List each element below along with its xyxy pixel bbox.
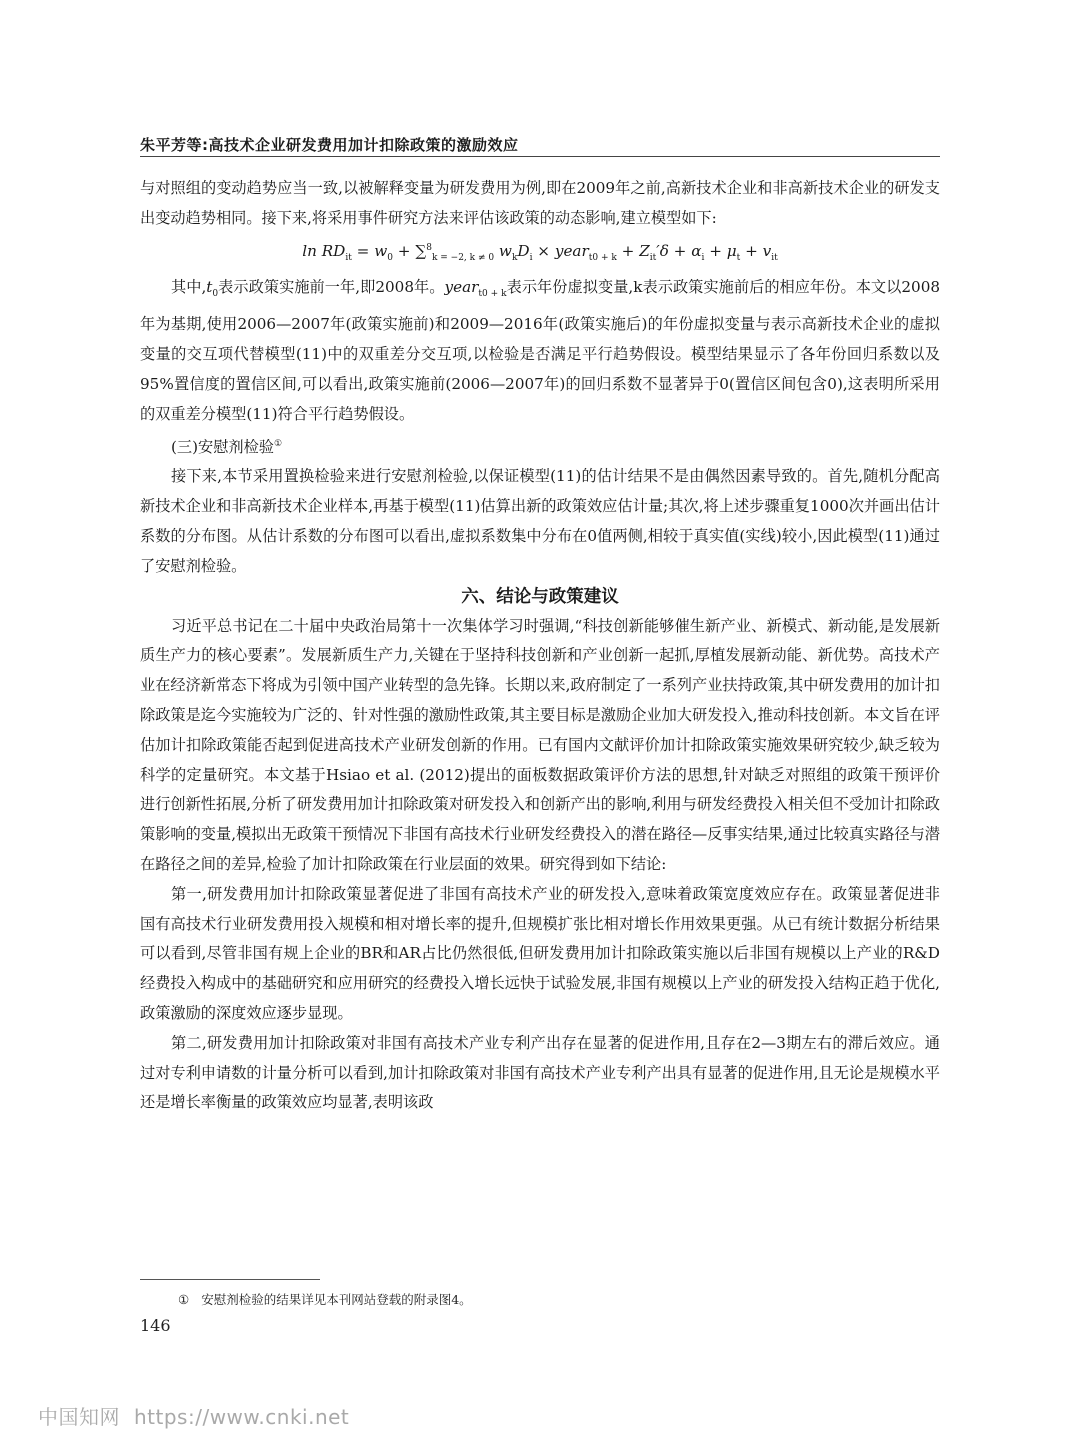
- eq-sum-sup: 8: [426, 242, 432, 253]
- paragraph-conclusion-intro: 习近平总书记在二十届中央政治局第十一次集体学习时强调,“科技创新能够催生新产业、新模式、新动能,是发展新质生产力的核心要素”。发展新质生产力,关键在于坚持科技创新和产业创新一起抓,厚植发展新动能、新优势。高技术产业在经济新常态下将成为引领中国产业转型的急先锋。长期以来,政府制定了一系列产业扶持政策,其中研发费用的加计扣除政策是迄今实施较为广泛的、针对性强的激励性政策,其主要目标是激励企业加大研发投入,推动科技创新。本文旨在评估加计扣除政策能否起到促进高技术产业研发创新的作用。已有国内文献评价加计扣除政策实施效果研究较少,缺乏较为科学的定量研究。本文基于Hsiao et al. (2012)提出的面板数据政策评价方法的思想,针对缺乏对照组的政策干预评价进行创新性拓展,分析了研发费用加计扣除政策对研发投入和创新产出的影响,利用与研发经费投入相关但不受加计扣除政策影响的变量,模拟出无政策干预情况下非国有高技术行业研发经费投入的潜在路径—反事实结果,通过比较真实路径与潜在路径之间的差异,检验了加计扣除政策在行业层面的效果。研究得到如下结论:: [140, 616, 940, 873]
- eq-d: D: [517, 241, 530, 260]
- eq-v: + v: [740, 241, 772, 260]
- watermark-url[interactable]: https://www.cnki.net: [134, 1405, 350, 1429]
- footnote: [178, 1290, 472, 1308]
- year-sub: t0 + k: [478, 289, 507, 300]
- footnote-text: 安慰剂检验的结果详见本刊网站登载的附录图4。: [201, 1292, 472, 1307]
- eq-lhs-sub: it: [345, 252, 352, 263]
- eq-d-sub: i: [529, 252, 533, 263]
- section-heading: 六、结论与政策建议: [461, 586, 619, 607]
- paragraph-placebo: 接下来,本节采用置换检验来进行安慰剂检验,以保证模型(11)的估计结果不是由偶然因素导致的。首先,随机分配高新技术企业和非高新技术企业样本,再基于模型(11)估算出新的政策效应估计量;其次,将上述步骤重复1000次并画出估计系数的分布图。从估计系数的分布图可以看出,虚拟系数集中分布在0值两侧,相较于真实值(实线)较小,因此模型(11)通过了安慰剂检验。: [140, 467, 940, 575]
- eq-alpha-sub: i: [701, 252, 705, 263]
- paragraph-conclusion-second: 第二,研发费用加计扣除政策对非国有高技术产业专利产出存在显著的促进作用,且存在2—3期左右的滞后效应。通过对专利申请数的计量分析可以看到,加计扣除政策对非国有高技术产业专利产出具有显著的促进作用,且无论是规模水平还是增长率衡量的政策效应均显著,表明该政: [140, 1033, 940, 1112]
- eq-sum-sub: k = −2, k ≠ 0: [431, 252, 495, 263]
- article-body: [140, 174, 940, 1118]
- footnote-rule: [140, 1279, 320, 1280]
- t0-intro: 其中,: [171, 278, 207, 297]
- t0-symbol: t: [206, 278, 213, 297]
- eq-mu: + μ: [704, 241, 737, 260]
- footnote-ref[interactable]: ①: [273, 438, 283, 449]
- eq-v-sub: it: [771, 252, 778, 263]
- footnote-mark: ①: [178, 1292, 190, 1307]
- placebo-subheading-text: (三)安慰剂检验: [171, 437, 274, 456]
- eq-lhs: ln RD: [302, 241, 346, 260]
- eq-wk: w: [494, 241, 512, 260]
- eq-wk-sub: k: [511, 252, 518, 263]
- eq-year: × year: [532, 241, 589, 260]
- watermark: [38, 1401, 349, 1430]
- eq-z-sub: it: [649, 252, 657, 263]
- eq-mu-sub: t: [736, 252, 741, 263]
- t0-sub: 0: [212, 289, 219, 300]
- paragraph-continuation: 与对照组的变动趋势应当一致,以被解释变量为研发费用为例,即在2009年之前,高新技术企业和非高新技术企业的研发支出变动趋势相同。接下来,将采用事件研究方法来评估该政策的动态影响,建立模型如下:: [140, 179, 940, 227]
- eq-year-sub: t0 + k: [588, 252, 617, 263]
- explanation-rest: 表示年份虚拟变量,k表示政策实施前后的相应年份。本文以2008年为基期,使用2006—2007年(政策实施前)和2009—2016年(政策实施后)的年份虚拟变量与表示高新技术企业的虚拟变量的交互项代替模型(11)中的双重差分交互项,以检验是否满足平行趋势假设。模型结果显示了各年份回归系数以及95%置信度的置信区间,可以看出,政策实施前(2006—2007年)的回归系数不显著异于0(置信区间包含0),这表明所采用的双重差分模型(11)符合平行趋势假设。: [140, 278, 941, 423]
- placebo-subheading: [140, 430, 940, 463]
- eq-w0-sub: 0: [387, 252, 393, 263]
- page-number: 146: [140, 1316, 171, 1335]
- event-study-equation: [140, 234, 940, 274]
- paragraph-conclusion-first: 第一,研发费用加计扣除政策显著促进了非国有高技术产业的研发投入,意味着政策宽度效应存在。政策显著促进非国有高技术行业研发费用投入规模和相对增长率的提升,但规模扩张比相对增长作用效果更强。从已有统计数据分析结果可以看到,尽管非国有规上企业的BR和AR占比仍然很低,但研发费用加计扣除政策实施以后非国有规模以上产业的R&D经费投入构成中的基础研究和应用研究的经费投入增长远快于试验发展,非国有规模以上产业的研发投入结构正趋于优化,政策激励的深度效应逐步显现。: [140, 884, 940, 1022]
- eq-delta-alpha: ′δ + α: [656, 241, 702, 260]
- watermark-name: 中国知网: [38, 1405, 120, 1429]
- header-rule: [140, 156, 940, 157]
- paragraph-model-explanation: [140, 273, 940, 429]
- running-head: 朱平芳等:高技术企业研发费用加计扣除政策的激励效应: [140, 136, 519, 154]
- year-symbol: year: [444, 278, 479, 297]
- eq-equals: = w: [351, 241, 388, 260]
- eq-sum: + ∑: [392, 241, 427, 260]
- eq-z: + Z: [616, 241, 650, 260]
- t0-text: 表示政策实施前一年,即2008年。: [218, 278, 445, 297]
